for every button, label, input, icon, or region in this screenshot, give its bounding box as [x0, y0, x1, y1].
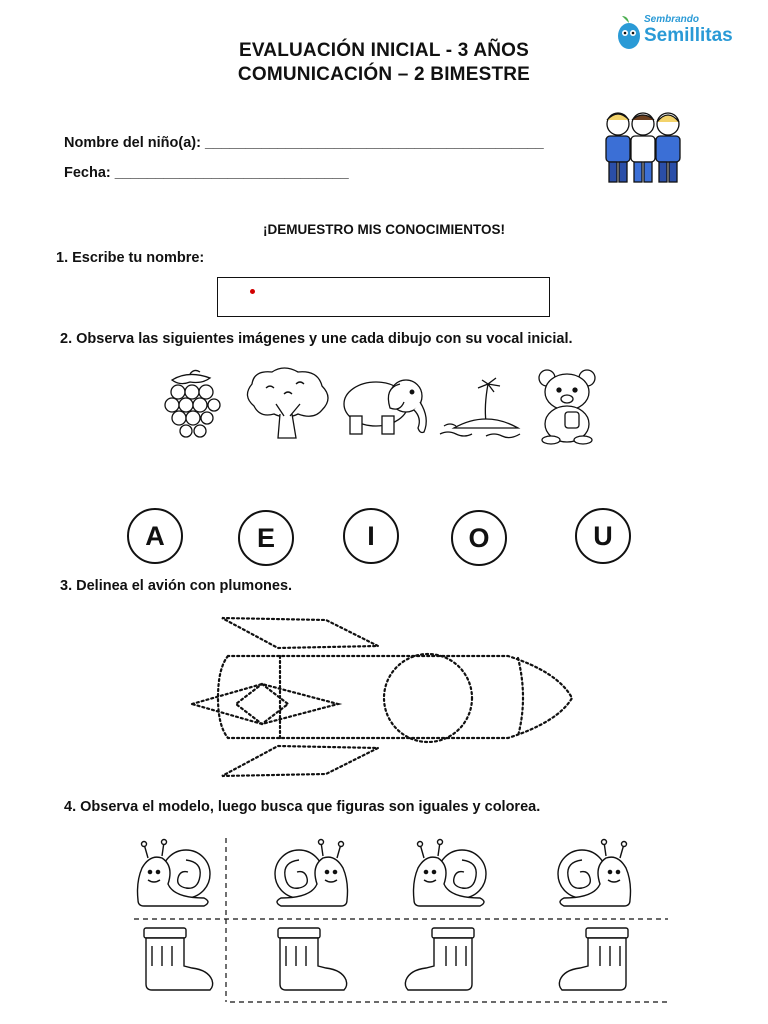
- date-field[interactable]: [64, 165, 349, 181]
- elephant-icon: [340, 372, 434, 442]
- name-label: Nombre del niño(a):: [64, 135, 201, 151]
- question-1-number: 1.: [56, 250, 69, 266]
- question-2: [60, 331, 573, 347]
- children-icon: [598, 106, 688, 186]
- vowel-o-circle[interactable]: O: [451, 510, 507, 566]
- red-dot: [250, 289, 255, 294]
- island-icon: [436, 376, 526, 440]
- logo: [616, 12, 746, 52]
- snail-option-1-icon[interactable]: [267, 840, 351, 912]
- date-line: _____________________________: [114, 165, 349, 181]
- question-2-number: 2.: [60, 331, 73, 347]
- question-3-number: 3.: [60, 578, 73, 594]
- snail-option-3-icon[interactable]: [550, 840, 634, 912]
- boot-model-icon: [136, 926, 216, 996]
- boot-option-1-icon[interactable]: [270, 926, 350, 996]
- question-4-text: Observa el modelo, luego busca que figuras son iguales y colorea.: [80, 799, 541, 815]
- name-field[interactable]: [64, 135, 544, 151]
- date-label: Fecha:: [64, 165, 111, 181]
- question-2-text: Observa las siguientes imágenes y une cada dibujo con su vocal inicial.: [76, 331, 573, 347]
- snail-option-2-icon[interactable]: [410, 840, 494, 912]
- grapes-icon: [150, 368, 230, 444]
- question-3: [60, 578, 292, 594]
- question-4-number: 4.: [64, 799, 77, 815]
- question-1-text: Escribe tu nombre:: [72, 250, 205, 266]
- bear-icon: [533, 368, 605, 444]
- vowel-e-circle[interactable]: E: [238, 510, 294, 566]
- boot-option-3-icon[interactable]: [556, 926, 636, 996]
- subtitle: ¡DEMUESTRO MIS CONOCIMIENTOS!: [262, 222, 505, 237]
- question-4: [64, 799, 540, 815]
- logo-main-text: Semillitas: [644, 25, 733, 46]
- name-answer-box[interactable]: [217, 277, 550, 317]
- snail-model-icon: [134, 840, 218, 912]
- question-3-text: Delinea el avión con plumones.: [76, 578, 293, 594]
- seed-mascot-icon: [616, 14, 642, 50]
- name-line: __________________________________________: [204, 135, 544, 151]
- vowel-u-circle[interactable]: U: [575, 508, 631, 564]
- logo-small-text: Sembrando: [644, 14, 700, 25]
- vowel-a-circle[interactable]: A: [127, 508, 183, 564]
- question-1: [56, 250, 204, 266]
- tree-icon: [240, 366, 334, 442]
- title-line-1: EVALUACIÓN INICIAL - 3 AÑOS: [238, 40, 530, 61]
- vowel-i-circle[interactable]: I: [343, 508, 399, 564]
- boot-option-2-icon[interactable]: [402, 926, 482, 996]
- title-line-2: COMUNICACIÓN – 2 BIMESTRE: [237, 64, 531, 85]
- dotted-rocket-icon[interactable]: [188, 606, 578, 796]
